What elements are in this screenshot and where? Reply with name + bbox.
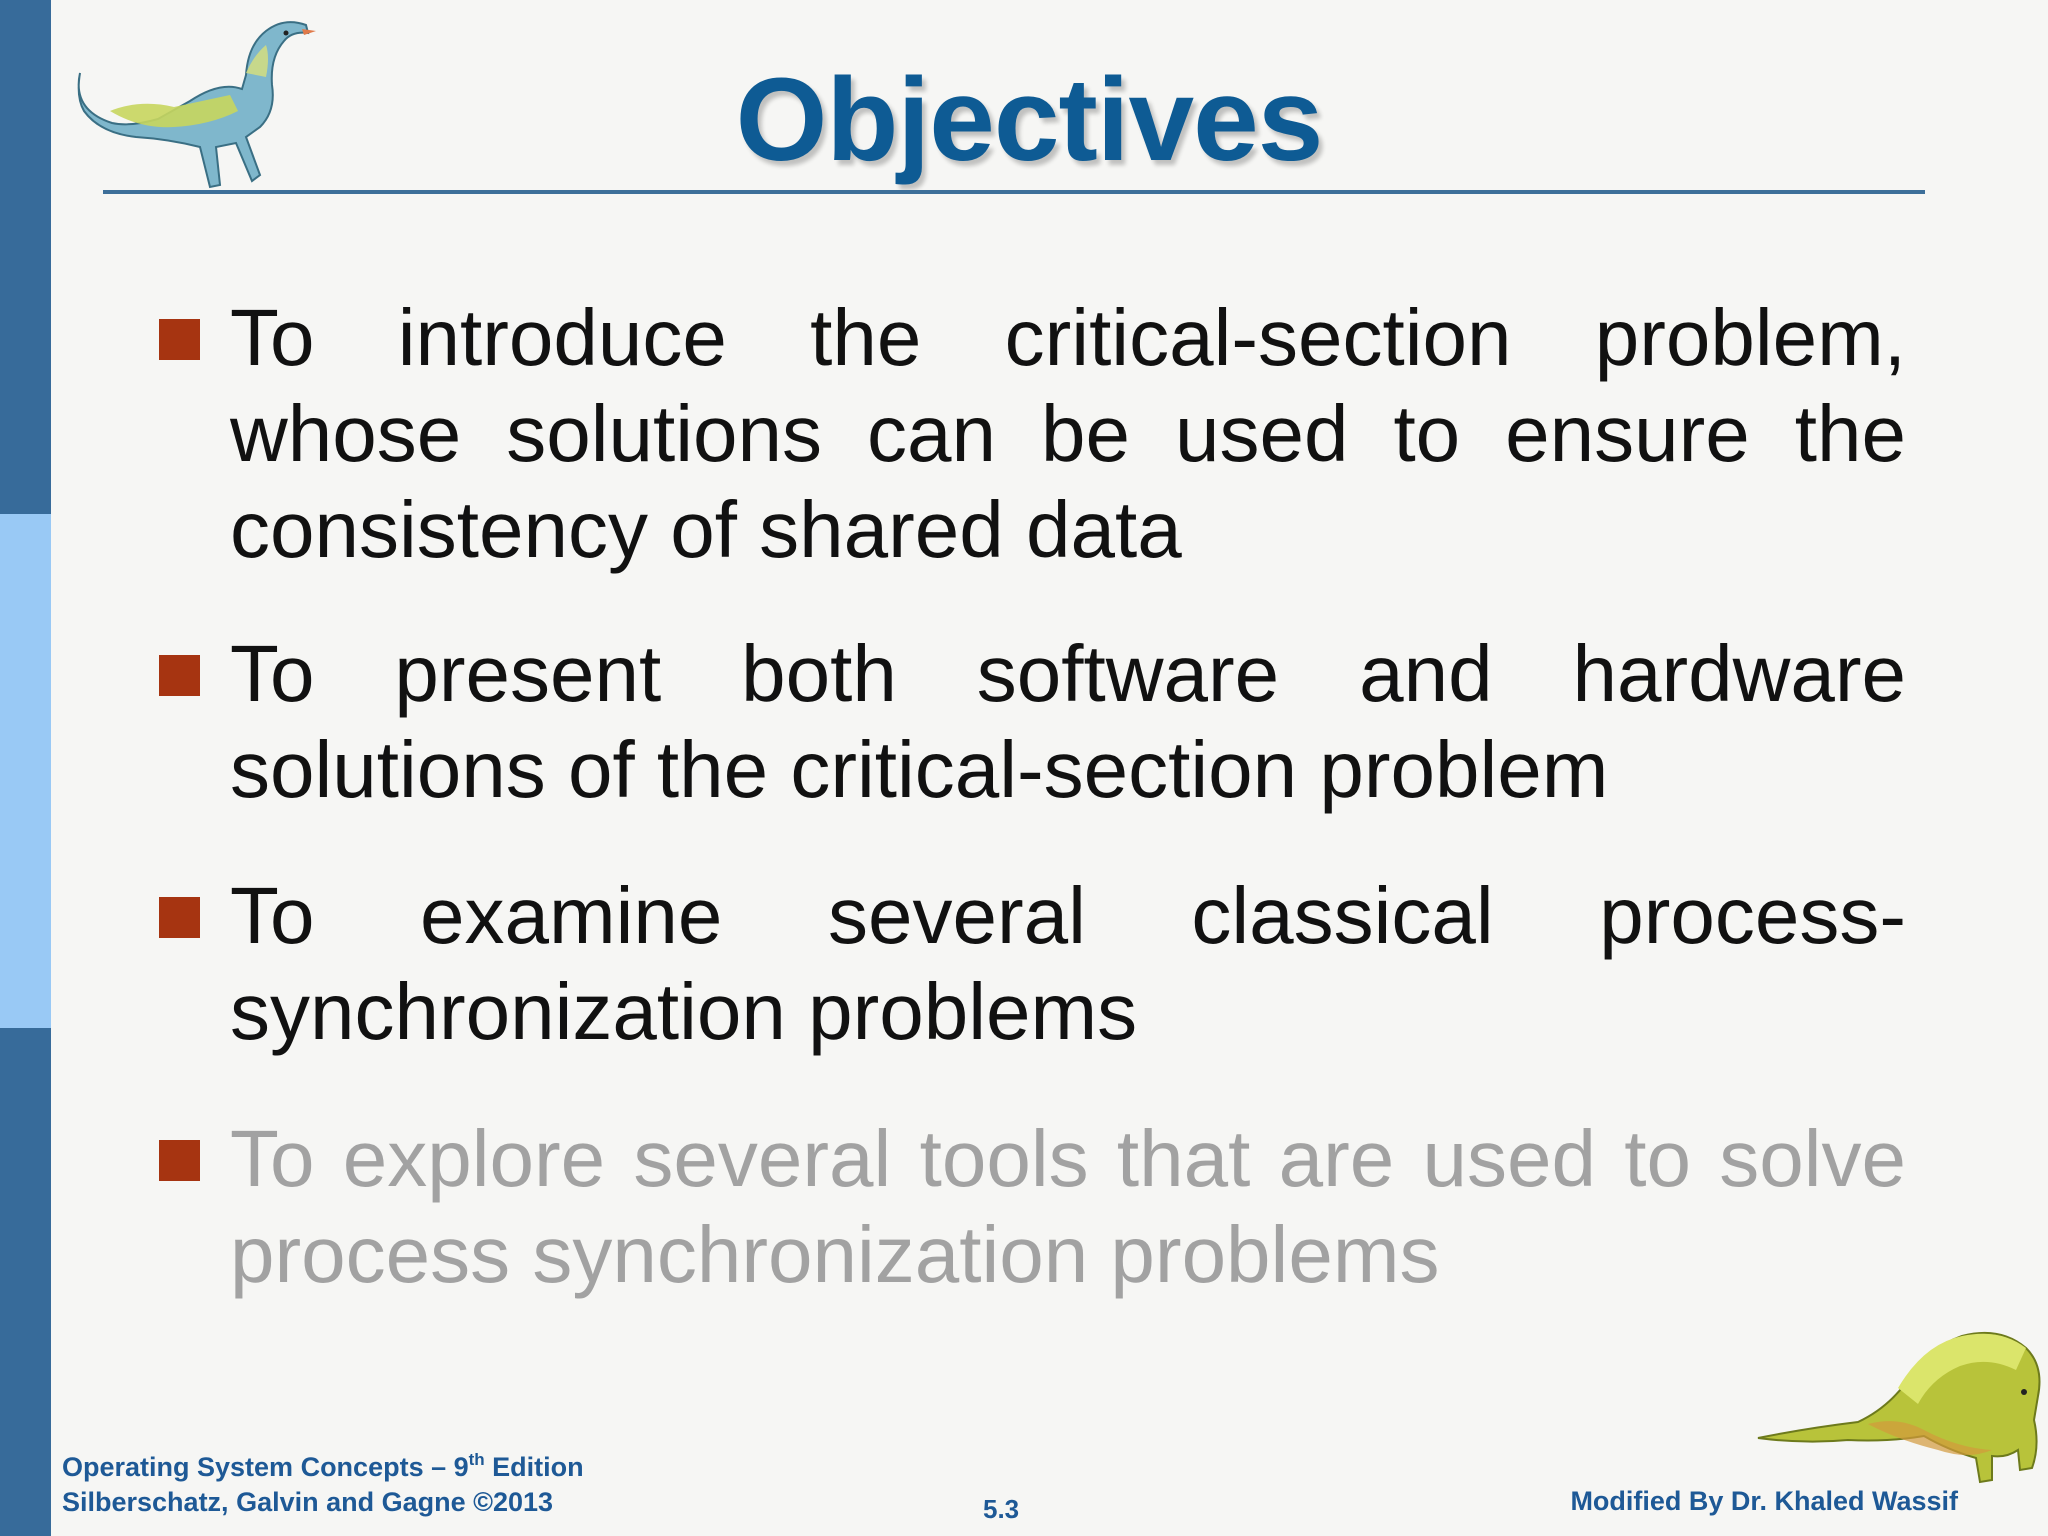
bullet-item-4: To explore several tools that are used to solve process synchronization problems: [230, 1114, 1906, 1299]
bullet-item-3: To examine several classical process-synchronization problems: [230, 871, 1906, 1056]
slide-title: Objectives: [735, 54, 1323, 186]
page-number: 5.3: [983, 1494, 1020, 1524]
footer-modified-by: Modified By Dr. Khaled Wassif: [1570, 1486, 1958, 1516]
footer-book-info: [62, 1450, 584, 1520]
bullet-square-icon: [159, 319, 200, 360]
bullet-square-icon: [159, 1140, 200, 1181]
bullet-square-icon: [159, 897, 200, 938]
footer-authors: Silberschatz, Galvin and Gagne ©2013: [62, 1487, 554, 1517]
edition-superscript: th: [468, 1450, 485, 1469]
footer-book-title: Operating System Concepts – 9th Edition: [62, 1450, 584, 1482]
bullet-square-icon: [159, 655, 200, 696]
bullet-item-2: To present both software and hardware solutions of the critical-section problem: [230, 629, 1906, 814]
bullet-item-1: To introduce the critical-section problem, whose solutions can be used to ensure the consistency of shared data: [230, 293, 1906, 574]
